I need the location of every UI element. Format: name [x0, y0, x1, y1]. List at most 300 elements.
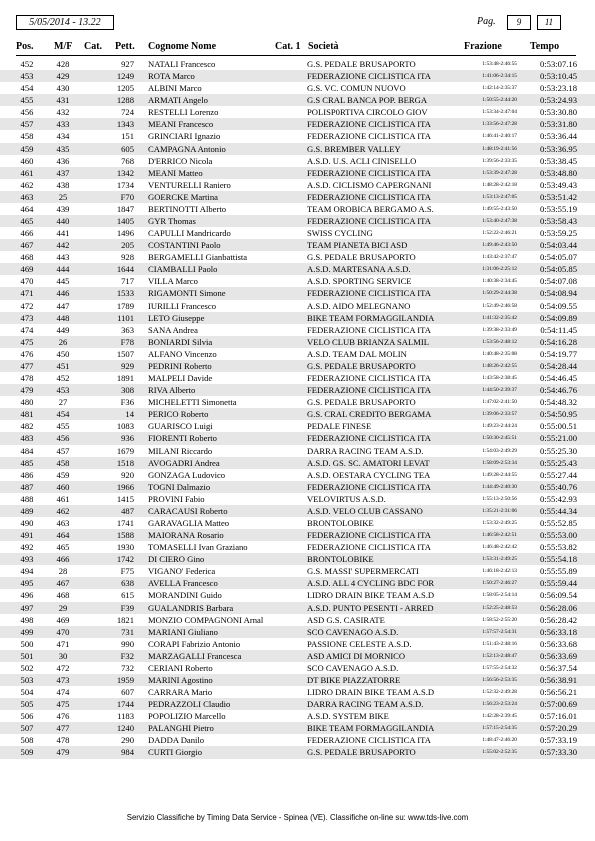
cell-mf: 451: [56, 360, 70, 371]
table-row: [0, 130, 595, 142]
cell-mf: 457: [56, 445, 70, 456]
table-row: [0, 420, 595, 432]
table-row: [0, 674, 595, 686]
cell-pos: 461: [20, 167, 34, 178]
print-date: 5/05/2014 - 13.22: [16, 15, 114, 30]
cell-societa: A.S.D. SPORTING SERVICE: [307, 276, 412, 287]
cell-mf: 434: [56, 131, 70, 142]
cell-tempo: 0:56:33.69: [539, 650, 577, 661]
cell-name: DI CIERO Gino: [148, 554, 205, 565]
cell-pett: 1240: [116, 723, 134, 734]
cell-pett: 14: [125, 409, 134, 420]
cell-tempo: 0:53:48.80: [539, 167, 577, 178]
cell-pett: 1101: [117, 312, 134, 323]
cell-frazione: 1:46:58-2:42:51: [482, 532, 517, 539]
cell-societa: VELO CLUB BRIANZA SALMIL: [307, 336, 429, 347]
cell-tempo: 0:54:46.76: [539, 385, 577, 396]
cell-mf: 464: [56, 530, 70, 541]
cell-pos: 480: [20, 397, 34, 408]
table-row: [0, 396, 595, 408]
col-header-mf: M/F: [54, 41, 73, 52]
cell-tempo: 0:54:05.85: [539, 264, 577, 275]
table-row: [0, 517, 595, 529]
cell-pos: 482: [20, 421, 34, 432]
cell-mf: 30: [58, 650, 68, 661]
cell-tempo: 0:56:33.68: [539, 638, 577, 649]
cell-frazione: 1:49:46-2:43:50: [482, 242, 517, 249]
cell-tempo: 0:53:38.45: [539, 155, 577, 166]
cell-mf: 452: [56, 373, 70, 384]
cell-name: MEANI Matteo: [148, 167, 203, 178]
cell-frazione: 1:43:42-2:37:47: [482, 254, 517, 261]
cell-societa: G.S. VC. COMUN NUOVO: [307, 83, 406, 94]
cell-name: ALFANO Vincenzo: [148, 348, 217, 359]
cell-pos: 459: [20, 143, 34, 154]
cell-pos: 483: [20, 433, 34, 444]
cell-frazione: 1:55:02-2:52:35: [482, 749, 517, 756]
col-header-pos: Pos.: [16, 41, 34, 52]
cell-tempo: 0:55:42.93: [539, 493, 577, 504]
table-row: [0, 541, 595, 553]
cell-mf: 432: [56, 107, 70, 118]
table-row: [0, 167, 595, 179]
cell-pos: 500: [20, 638, 34, 649]
page-number: 9: [507, 15, 531, 30]
cell-societa: G.S. PEDALE BRUSAPORTO: [307, 252, 416, 263]
cell-pos: 463: [20, 191, 34, 202]
cell-frazione: 1:39:56-2:33:35: [482, 157, 517, 164]
cell-frazione: 1:52:49-2:46:58: [482, 302, 517, 309]
cell-mf: 435: [56, 143, 70, 154]
table-row: [0, 239, 595, 251]
cell-pett: 928: [121, 252, 134, 263]
cell-frazione: 1:46:41-2:40:17: [482, 133, 517, 140]
cell-frazione: 1:56:23-2:53:24: [482, 701, 517, 708]
table-row: [0, 82, 595, 94]
cell-pett: 1205: [116, 83, 134, 94]
cell-societa: FEDERAZIONE CICLISTICA ITA: [307, 433, 431, 444]
cell-pos: 493: [20, 554, 34, 565]
cell-pett: 990: [121, 638, 134, 649]
cell-mf: 462: [56, 505, 70, 516]
table-row: [0, 493, 595, 505]
table-row: [0, 300, 595, 312]
cell-mf: 466: [56, 554, 70, 565]
table-row: [0, 734, 595, 746]
cell-pos: 492: [20, 542, 34, 553]
cell-name: RESTELLI Lorenzo: [148, 107, 219, 118]
cell-pos: 475: [20, 336, 34, 347]
cell-name: ALBINI Marco: [148, 83, 202, 94]
cell-name: CARRARA Mario: [148, 687, 213, 698]
cell-societa: SWISS CYCLING: [307, 228, 373, 239]
cell-pos: 479: [20, 385, 34, 396]
table-row: [0, 360, 595, 372]
table-row: [0, 746, 595, 758]
cell-tempo: 0:55:27.44: [539, 469, 577, 480]
cell-societa: TEAM OROBICA BERGAMO A.S.: [307, 203, 434, 214]
cell-frazione: 1:52:32-2:49:28: [482, 689, 517, 696]
cell-pett: 363: [121, 324, 134, 335]
cell-tempo: 0:57:00.69: [539, 699, 577, 710]
cell-societa: A.S.D. OESTARA CYCLING TEA: [307, 469, 431, 480]
col-header-cat: Cat.: [84, 41, 103, 52]
table-row: [0, 481, 595, 493]
cell-societa: FEDERAZIONE CICLISTICA ITA: [307, 288, 431, 299]
cell-pett: F32: [120, 650, 134, 661]
cell-pos: 470: [20, 276, 34, 287]
cell-mf: 28: [58, 566, 68, 577]
cell-pos: 501: [20, 650, 34, 661]
cell-societa: FEDERAZIONE CICLISTICA ITA: [307, 191, 431, 202]
table-row: [0, 312, 595, 324]
cell-frazione: 1:44:50-2:39:37: [482, 387, 517, 394]
cell-pos: 472: [20, 300, 34, 311]
col-header-name: Cognome Nome: [148, 41, 217, 52]
cell-pos: 497: [20, 602, 34, 613]
col-header-cat1: Cat. 1: [275, 41, 301, 52]
cell-pett: 607: [121, 687, 134, 698]
cell-societa: G.S. PEDALE BRUSAPORTO: [307, 360, 416, 371]
cell-frazione: 1:52:25-2:48:53: [482, 604, 517, 611]
cell-tempo: 0:54:09.55: [539, 300, 577, 311]
cell-societa: A.S.D. SYSTEM BIKE: [307, 711, 389, 722]
cell-tempo: 0:53:58.43: [539, 216, 577, 227]
cell-mf: 431: [56, 95, 70, 106]
cell-pett: 731: [121, 626, 134, 637]
cell-pett: 717: [121, 276, 134, 287]
cell-pos: 488: [20, 493, 34, 504]
cell-pos: 490: [20, 517, 34, 528]
cell-pett: 1891: [116, 373, 134, 384]
cell-mf: 476: [56, 711, 70, 722]
cell-mf: 440: [56, 216, 70, 227]
cell-tempo: 0:55:25.43: [539, 457, 577, 468]
cell-societa: PEDALE FINESE: [307, 421, 372, 432]
table-row: [0, 143, 595, 155]
cell-frazione: 1:48:47-2:46:20: [482, 737, 517, 744]
cell-name: MARZAGALLI Francesca: [148, 650, 242, 661]
cell-pett: F36: [120, 397, 134, 408]
cell-frazione: 1:54:03-2:49:29: [482, 447, 517, 454]
cell-pos: 484: [20, 445, 34, 456]
cell-pett: 1930: [116, 542, 134, 553]
cell-pett: F39: [120, 602, 134, 613]
cell-mf: 470: [56, 626, 70, 637]
cell-societa: I.IDRO DRAIN BIKE TEAM A.S.D: [307, 687, 435, 698]
cell-tempo: 0:56:28.06: [539, 602, 577, 613]
cell-tempo: 0:55:21.00: [539, 433, 577, 444]
cell-frazione: 1:39:38-2:33:49: [482, 326, 517, 333]
cell-name: CIAMBALLI Paolo: [148, 264, 218, 275]
cell-societa: VELOVIRTUS A.S.D.: [307, 493, 386, 504]
cell-name: LETO Giuseppe: [148, 312, 205, 323]
cell-name: GARAVAGLIA Matteo: [148, 517, 230, 528]
cell-name: PERICO Roberto: [148, 409, 209, 420]
cell-pett: 615: [121, 590, 134, 601]
cell-name: MAIORANA Rosario: [148, 530, 224, 541]
cell-societa: G.S. PEDALE BRUSAPORTO: [307, 397, 416, 408]
cell-pos: 503: [20, 674, 34, 685]
cell-frazione: 1:31:06-2:25:12: [482, 266, 517, 273]
cell-pett: 1679: [116, 445, 134, 456]
cell-name: AVOGADRI Andrea: [148, 457, 220, 468]
cell-frazione: 1:44:49-2:40:30: [482, 483, 517, 490]
cell-societa: DARRA RACING TEAM A.S.D.: [307, 445, 424, 456]
cell-pos: 481: [20, 409, 34, 420]
cell-name: DADDA Danilo: [148, 735, 205, 746]
cell-tempo: 0:55:25.30: [539, 445, 577, 456]
cell-name: PEDRAZZOLI Claudio: [148, 699, 231, 710]
cell-societa: FEDERAZIONE CICLISTICA ITA: [307, 131, 431, 142]
cell-frazione: 1:57:15-2:54:35: [482, 725, 517, 732]
page-label: Pag.: [477, 16, 496, 27]
cell-name: FIORENTI Roberto: [148, 433, 217, 444]
cell-name: CERIANI Roberto: [148, 662, 213, 673]
cell-frazione: 1:58:52-2:55:20: [482, 616, 517, 623]
cell-tempo: 0:54:28.44: [539, 360, 577, 371]
cell-societa: A.S.D. CICLISMO CAPERGNANI: [307, 179, 432, 190]
cell-tempo: 0:53:30.80: [539, 107, 577, 118]
cell-pett: 1734: [116, 179, 134, 190]
cell-frazione: 1:53:40-2:47:38: [482, 218, 517, 225]
cell-societa: A.S.D. VELO CLUB CASSANO: [307, 505, 423, 516]
cell-name: MORANDINI Guido: [148, 590, 222, 601]
cell-mf: 442: [56, 240, 70, 251]
table-row: [0, 589, 595, 601]
table-row: [0, 94, 595, 106]
table-row: [0, 553, 595, 565]
cell-tempo: 0:54:50.95: [539, 409, 577, 420]
cell-pett: 927: [121, 59, 134, 69]
cell-pos: 478: [20, 373, 34, 384]
cell-name: CURTI Giorgio: [148, 747, 202, 758]
cell-frazione: 1:56:56-2:53:35: [482, 676, 517, 683]
cell-name: BERGAMELLI Gianbattista: [148, 252, 248, 263]
cell-pett: 205: [121, 240, 134, 251]
cell-pett: 936: [121, 433, 134, 444]
cell-tempo: 0:53:36.44: [539, 131, 577, 142]
cell-name: GUARISCO Luigi: [148, 421, 213, 432]
cell-frazione: 1:52:22-2:46:21: [482, 230, 517, 237]
cell-mf: 433: [56, 119, 70, 130]
cell-societa: A.S.D. U.S. ACLI CINISELLO: [307, 155, 417, 166]
header-rule: [16, 55, 576, 56]
cell-frazione: 1:57:57-2:54:31: [482, 628, 517, 635]
cell-name: SANA Andrea: [148, 324, 198, 335]
cell-mf: 430: [56, 83, 70, 94]
cell-societa: G.S. BREMBER VALLEY: [307, 143, 401, 154]
cell-name: GYR Thomas: [148, 216, 196, 227]
cell-pett: 1744: [116, 699, 134, 710]
cell-pos: 458: [20, 131, 34, 142]
cell-pett: 638: [121, 578, 134, 589]
cell-tempo: 0:56:33.18: [539, 626, 577, 637]
cell-societa: FEDERAZIONE CICLISTICA ITA: [307, 385, 431, 396]
cell-tempo: 0:54:16.28: [539, 336, 577, 347]
cell-pos: 491: [20, 530, 34, 541]
cell-pett: 1288: [116, 95, 134, 106]
cell-pos: 453: [20, 71, 34, 82]
col-header-tempo: Tempo: [530, 41, 560, 52]
table-row: [0, 251, 595, 263]
cell-tempo: 0:53:24.93: [539, 95, 577, 106]
cell-pett: 1415: [116, 493, 134, 504]
cell-tempo: 0:56:09.54: [539, 590, 577, 601]
cell-frazione: 1:42:14-2:35:37: [482, 85, 517, 92]
cell-frazione: 1:42:28-2:39:45: [482, 713, 517, 720]
table-row: [0, 227, 595, 239]
cell-societa: G.S. PEDALE BRUSAPORTO: [307, 747, 416, 758]
cell-pett: F70: [120, 191, 134, 202]
table-row: [0, 287, 595, 299]
cell-frazione: 1:48:28-2:42:18: [482, 181, 517, 188]
cell-name: NATALI Francesco: [148, 59, 216, 69]
cell-frazione: 1:53:13-2:47:05: [482, 193, 517, 200]
cell-tempo: 0:53:07.16: [539, 59, 577, 69]
cell-pett: F75: [120, 566, 134, 577]
cell-societa: PASSIONE CELESTE A.S.D.: [307, 638, 412, 649]
cell-frazione: 1:41:06-2:34:15: [482, 73, 517, 80]
cell-societa: FEDERAZIONE CICLISTICA ITA: [307, 542, 431, 553]
cell-mf: 450: [56, 348, 70, 359]
cell-frazione: 1:50:30-2:45:51: [482, 435, 517, 442]
cell-mf: 454: [56, 409, 70, 420]
cell-name: VIGANO' Federica: [148, 566, 216, 577]
cell-pett: 1644: [116, 264, 134, 275]
cell-pos: 494: [20, 566, 34, 577]
cell-pos: 455: [20, 95, 34, 106]
cell-mf: 25: [58, 191, 68, 202]
cell-pos: 505: [20, 699, 34, 710]
cell-tempo: 0:53:23.18: [539, 83, 577, 94]
cell-pos: 474: [20, 324, 34, 335]
cell-frazione: 1:41:32-2:35:42: [482, 314, 517, 321]
cell-name: MARIANI Giuliano: [148, 626, 218, 637]
cell-tempo: 0:54:46.45: [539, 373, 577, 384]
cell-societa: BRONTOLOBIKE: [307, 517, 374, 528]
cell-pett: 1821: [116, 614, 134, 625]
table-row: [0, 626, 595, 638]
cell-tempo: 0:55:54.18: [539, 554, 577, 565]
cell-name: CAMPAGNA Antonio: [148, 143, 226, 154]
cell-name: CAPULLI Mandricardo: [148, 228, 231, 239]
results-table: [0, 58, 595, 759]
cell-pos: 471: [20, 288, 34, 299]
col-header-frazione: Frazione: [464, 41, 502, 52]
cell-tempo: 0:57:33.30: [539, 747, 577, 758]
cell-mf: 478: [56, 735, 70, 746]
cell-tempo: 0:55:44.34: [539, 505, 577, 516]
table-row: [0, 348, 595, 360]
cell-societa: FEDERAZIONE CICLISTICA ITA: [307, 71, 431, 82]
cell-tempo: 0:56:28.42: [539, 614, 577, 625]
cell-name: PEDRINI Roberto: [148, 360, 212, 371]
cell-name: TOMASELLI Ivan Graziano: [148, 542, 248, 553]
cell-frazione: 1:53:31-2:49:25: [482, 556, 517, 563]
cell-pos: 476: [20, 348, 34, 359]
cell-name: CARACAUSI Roberto: [148, 505, 228, 516]
cell-mf: 443: [56, 252, 70, 263]
cell-mf: 439: [56, 203, 70, 214]
cell-frazione: 1:48:26-2:42:55: [482, 362, 517, 369]
cell-pett: 1083: [116, 421, 134, 432]
cell-mf: 460: [56, 481, 70, 492]
cell-tempo: 0:53:31.80: [539, 119, 577, 130]
cell-frazione: 1:43:58-2:38:45: [482, 375, 517, 382]
cell-mf: 27: [58, 397, 68, 408]
cell-societa: ASD G.S. CASIRATE: [307, 614, 385, 625]
cell-name: MILANI Riccardo: [148, 445, 213, 456]
cell-name: BONIARDI Silvia: [148, 336, 213, 347]
cell-mf: 447: [56, 300, 70, 311]
cell-pos: 502: [20, 662, 34, 673]
cell-pett: 768: [121, 155, 134, 166]
cell-name: RIGAMONTI Simone: [148, 288, 226, 299]
cell-mf: 468: [56, 590, 70, 601]
cell-pett: 1789: [116, 300, 134, 311]
table-row: [0, 324, 595, 336]
table-row: [0, 408, 595, 420]
cell-pos: 465: [20, 216, 34, 227]
cell-frazione: 1:40:48-2:35:08: [482, 350, 517, 357]
cell-pos: 473: [20, 312, 34, 323]
table-row: [0, 662, 595, 674]
cell-frazione: 1:50:27-2:46:27: [482, 580, 517, 587]
cell-frazione: 1:53:34-2:47:04: [482, 109, 517, 116]
cell-societa: BIKE TEAM FORMAGGILANDIA: [307, 723, 435, 734]
cell-frazione: 1:46:18-2:42:13: [482, 568, 517, 575]
cell-pos: 466: [20, 228, 34, 239]
cell-pos: 454: [20, 83, 34, 94]
cell-tempo: 0:54:11.45: [540, 324, 577, 335]
cell-name: PROVINI Fabio: [148, 493, 205, 504]
cell-frazione: 1:55:13-2:50:56: [482, 495, 517, 502]
cell-societa: POLISP0RTIVA CIRCOLO GIOV: [307, 107, 428, 118]
page-total: 11: [537, 15, 561, 30]
cell-mf: 469: [56, 614, 70, 625]
table-row: [0, 614, 595, 626]
cell-mf: 436: [56, 155, 70, 166]
cell-pett: 1533: [116, 288, 134, 299]
cell-societa: SCO CAVENAGO A.S.D.: [307, 626, 399, 637]
cell-pett: 1847: [116, 203, 134, 214]
cell-tempo: 0:54:08.94: [539, 288, 577, 299]
cell-pos: 504: [20, 687, 34, 698]
cell-frazione: 1:46:48-2:42:42: [482, 544, 517, 551]
cell-pos: 487: [20, 481, 34, 492]
cell-frazione: 1:35:21-2:31:06: [482, 507, 517, 514]
cell-societa: A.S.D. GS. SC. AMATORI LEVAT: [307, 457, 430, 468]
table-row: [0, 203, 595, 215]
cell-tempo: 0:53:59.25: [539, 228, 577, 239]
cell-pett: 920: [121, 469, 134, 480]
cell-pett: 1496: [116, 228, 134, 239]
table-row: [0, 445, 595, 457]
cell-pos: 457: [20, 119, 34, 130]
cell-mf: 441: [56, 228, 70, 239]
cell-frazione: 1:53:48-2:46:55: [482, 61, 517, 67]
cell-societa: ASD AMICI DI MORNICO: [307, 650, 406, 661]
cell-tempo: 0:55:55.89: [539, 566, 577, 577]
cell-pos: 462: [20, 179, 34, 190]
table-row: [0, 710, 595, 722]
cell-tempo: 0:55:00.51: [539, 421, 577, 432]
cell-mf: 475: [56, 699, 70, 710]
cell-mf: 461: [56, 493, 70, 504]
cell-pett: 308: [121, 385, 134, 396]
table-row: [0, 686, 595, 698]
